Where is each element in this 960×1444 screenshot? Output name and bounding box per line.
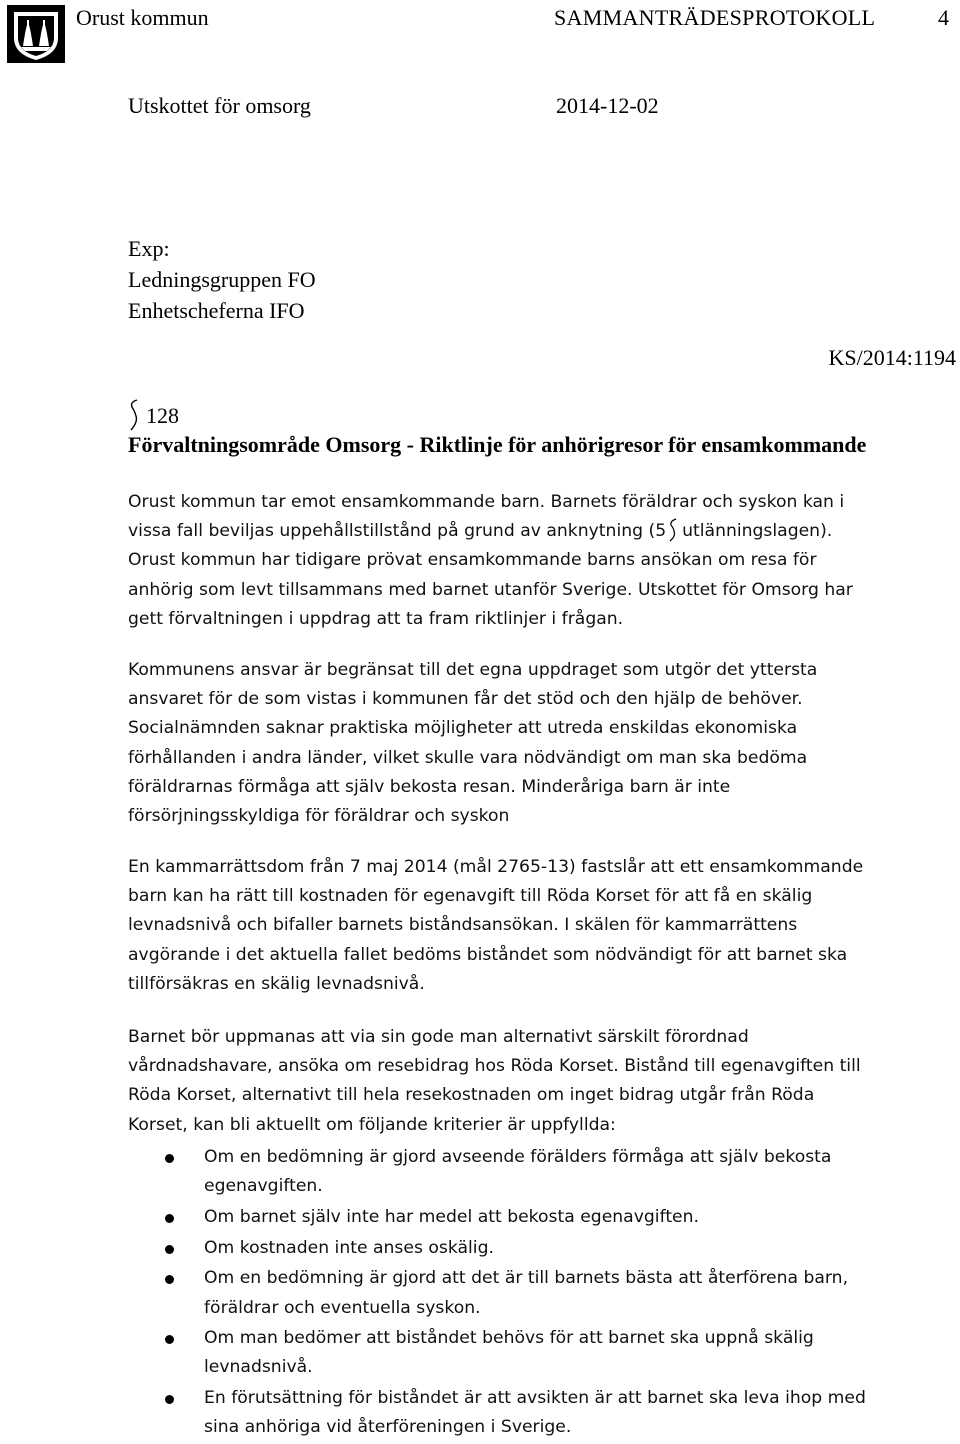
paragraph-line-part: vissa fall beviljas uppehållstillstånd på grund av anknytning (5	[128, 521, 667, 542]
paragraph-line: ansvaret för de som vistas i kommunen får det stöd och den hjälp de behöver.	[128, 689, 803, 710]
header-date: 2014-12-02	[556, 93, 659, 118]
criteria-list	[128, 1143, 958, 1444]
paragraph-line: Kommunens ansvar är begränsat till det egna uppdraget som utgör det yttersta	[128, 660, 818, 680]
header-document-type: SAMMANTRÄDESPROTOKOLL	[554, 5, 876, 30]
criteria-line: föräldrar och eventuella syskon.	[204, 1297, 481, 1318]
paragraph-line: Korset, kan bli aktuellt om följande kriterier är uppfyllda:	[128, 1114, 616, 1135]
bullet-icon	[165, 1154, 174, 1163]
paragraph-line: barn kan ha rätt till kostnaden för egenavgift till Röda Korset för att få en skälig	[128, 886, 813, 907]
criteria-item	[128, 1203, 958, 1232]
section-title: Förvaltningsområde Omsorg - Riktlinje för anhörigresor för ensamkommande	[128, 432, 867, 457]
header-committee: Utskottet för omsorg	[128, 93, 311, 118]
criteria-item	[128, 1264, 958, 1322]
section-sign-icon	[128, 398, 140, 432]
paragraph-line: En kammarrättsdom från 7 maj 2014 (mål 2765-13) fastslår att ett ensamkommande	[128, 857, 864, 877]
bullet-icon	[165, 1275, 174, 1284]
paragraph-line: Orust kommun tar emot ensamkommande barn. Barnets föräldrar och syskon kan i	[128, 492, 845, 512]
criteria-line: Om barnet själv inte har medel att bekosta egenavgiften.	[204, 1206, 699, 1227]
paragraph-line: Röda Korset, alternativt till hela resekostnaden om inget bidrag utgår från Röda	[128, 1085, 815, 1106]
section-sign-icon	[668, 518, 678, 542]
paragraph-line: tillförsäkras en skälig levnadsnivå.	[128, 973, 425, 994]
expedition-block	[128, 233, 316, 326]
paragraph-background	[128, 488, 958, 634]
paragraph-recommendation	[128, 1023, 958, 1140]
criteria-item	[128, 1324, 958, 1382]
paragraph-line: försörjningsskyldiga för föräldrar och syskon	[128, 806, 510, 827]
criteria-line: levnadsnivå.	[204, 1357, 313, 1378]
paragraph-line: vårdnadshavare, ansöka om resebidrag hos Röda Korset. Bistånd till egenavgiften till	[128, 1056, 861, 1077]
criteria-line: En förutsättning för biståndet är att avsikten är att barnet ska leva ihop med	[204, 1388, 866, 1409]
paragraph-line: förhållanden i andra länder, vilket skulle vara nödvändigt om man ska bedöma	[128, 747, 808, 768]
paragraph-responsibility	[128, 656, 958, 831]
bullet-icon	[165, 1335, 174, 1344]
paragraph-line: anhörig som levt tillsammans med barnet utanför Sverige. Utskottet för Omsorg har	[128, 579, 853, 600]
paragraph-line: Barnet bör uppmanas att via sin gode man alternativt särskilt förordnad	[128, 1027, 749, 1047]
criteria-line: Om kostnaden inte anses oskälig.	[204, 1237, 494, 1258]
paragraph-line: föräldrarnas förmåga att själv bekosta resan. Minderåriga barn är inte	[128, 776, 731, 797]
paragraph-line: gett förvaltningen i uppdrag att ta fram riktlinjer i frågan.	[128, 608, 624, 629]
criteria-item	[128, 1234, 958, 1263]
criteria-line: Om en bedömning är gjord avseende förälders förmåga att själv bekosta	[204, 1147, 832, 1167]
bullet-icon	[165, 1214, 174, 1223]
bullet-icon	[165, 1395, 174, 1404]
criteria-item	[128, 1384, 958, 1442]
paragraph-line: Orust kommun har tidigare prövat ensamkommande barns ansökan om resa för	[128, 550, 817, 571]
expedition-label: Exp:	[128, 236, 170, 261]
paragraph-line: avgörande i det aktuella fallet bedöms biståndet som nödvändigt för att barnet ska	[128, 944, 848, 965]
expedition-recipient: Ledningsgruppen FO	[128, 267, 316, 292]
criteria-line: Om en bedömning är gjord att det är till barnets bästa att återförena barn,	[204, 1268, 849, 1289]
section-number: 128	[146, 403, 179, 428]
orust-coat-of-arms-logo	[6, 4, 66, 64]
criteria-item	[128, 1143, 958, 1201]
paragraph-line	[128, 517, 958, 546]
criteria-line: sina anhöriga vid återföreningen i Sverige.	[204, 1417, 572, 1438]
paragraph-line: levnadsnivå och bifaller barnets biståndsansökan. I skälen för kammarrättens	[128, 915, 798, 936]
header-organization: Orust kommun	[76, 5, 209, 30]
expedition-recipient: Enhetscheferna IFO	[128, 298, 305, 323]
paragraph-court-ruling	[128, 853, 958, 999]
criteria-line: egenavgiften.	[204, 1176, 323, 1197]
page-number: 4	[938, 5, 949, 30]
paragraph-line-part: utlänningslagen).	[682, 521, 833, 542]
bullet-icon	[165, 1245, 174, 1254]
criteria-line: Om man bedömer att biståndet behövs för att barnet ska uppnå skälig	[204, 1328, 814, 1349]
case-number: KS/2014:1194	[828, 345, 956, 370]
paragraph-line: Socialnämnden saknar praktiska möjligheter att utreda enskildas ekonomiska	[128, 718, 798, 739]
